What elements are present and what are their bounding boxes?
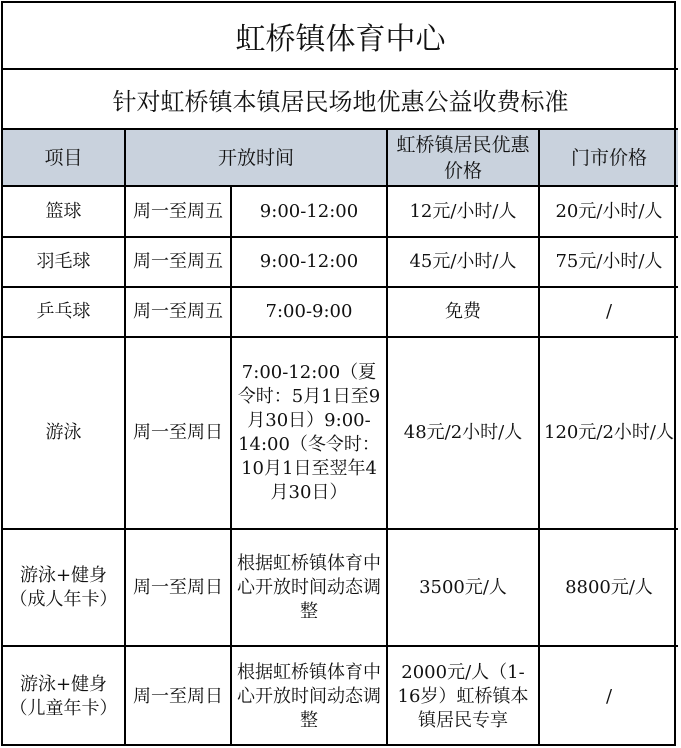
resident-price-cell: 2000元/人（1-16岁）虹桥镇本镇居民专享	[388, 647, 540, 746]
days-cell: 周一至周日	[126, 647, 232, 746]
table-row	[3, 187, 678, 238]
retail-price-cell: /	[605, 301, 613, 322]
pricing-table	[3, 3, 678, 746]
header-hours: 开放时间	[126, 130, 388, 185]
header-row	[3, 130, 678, 187]
days-cell: 周一至周五	[126, 238, 232, 286]
item-cell: 游泳+健身（成人年卡）	[3, 530, 126, 645]
time-cell: 7:00-12:00（夏令时：5月1日至9月30日）9:00-14:00（冬令时：10月1日至翌年4月30日）	[232, 338, 388, 528]
days-cell: 周一至周五	[126, 187, 232, 236]
retail-price-cell: 20元/小时/人	[555, 200, 663, 222]
item-cell: 羽毛球	[3, 238, 126, 286]
subtitle-row	[3, 70, 678, 130]
title-row	[3, 3, 678, 70]
table-row	[3, 647, 678, 746]
time-cell: 7:00-9:00	[232, 288, 388, 336]
days-cell: 周一至周日	[126, 338, 232, 528]
item-cell: 乒乓球	[3, 288, 126, 336]
resident-price-cell: 免费	[388, 288, 540, 336]
item-cell: 游泳+健身（儿童年卡）	[3, 647, 126, 746]
time-cell: 根据虹桥镇体育中心开放时间动态调整	[232, 530, 388, 645]
table-row	[3, 288, 678, 338]
time-cell: 9:00-12:00	[232, 187, 388, 236]
retail-price-cell: /	[605, 685, 613, 707]
table-row	[3, 338, 678, 530]
header-retail-price: 门市价格	[570, 146, 647, 169]
retail-price-cell: 120元/2小时/人	[544, 422, 674, 443]
table-row	[3, 530, 678, 647]
retail-price-cell: 8800元/人	[565, 576, 653, 598]
retail-price-cell: 75元/小时/人	[555, 251, 663, 272]
header-resident-price: 虹桥镇居民优惠价格	[388, 130, 540, 185]
time-cell: 9:00-12:00	[232, 238, 388, 286]
days-cell: 周一至周五	[126, 288, 232, 336]
resident-price-cell: 12元/小时/人	[388, 187, 540, 236]
days-cell: 周一至周日	[126, 530, 232, 645]
resident-price-cell: 48元/2小时/人	[388, 338, 540, 528]
resident-price-cell: 3500元/人	[388, 530, 540, 645]
table-row	[3, 238, 678, 288]
header-item: 项目	[3, 130, 126, 185]
item-cell: 游泳	[3, 338, 126, 528]
time-cell: 根据虹桥镇体育中心开放时间动态调整	[232, 647, 388, 746]
resident-price-cell: 45元/小时/人	[388, 238, 540, 286]
item-cell: 篮球	[3, 187, 126, 236]
page-title: 虹桥镇体育中心	[235, 21, 446, 57]
page-subtitle: 针对虹桥镇本镇居民场地优惠公益收费标准	[112, 87, 569, 116]
